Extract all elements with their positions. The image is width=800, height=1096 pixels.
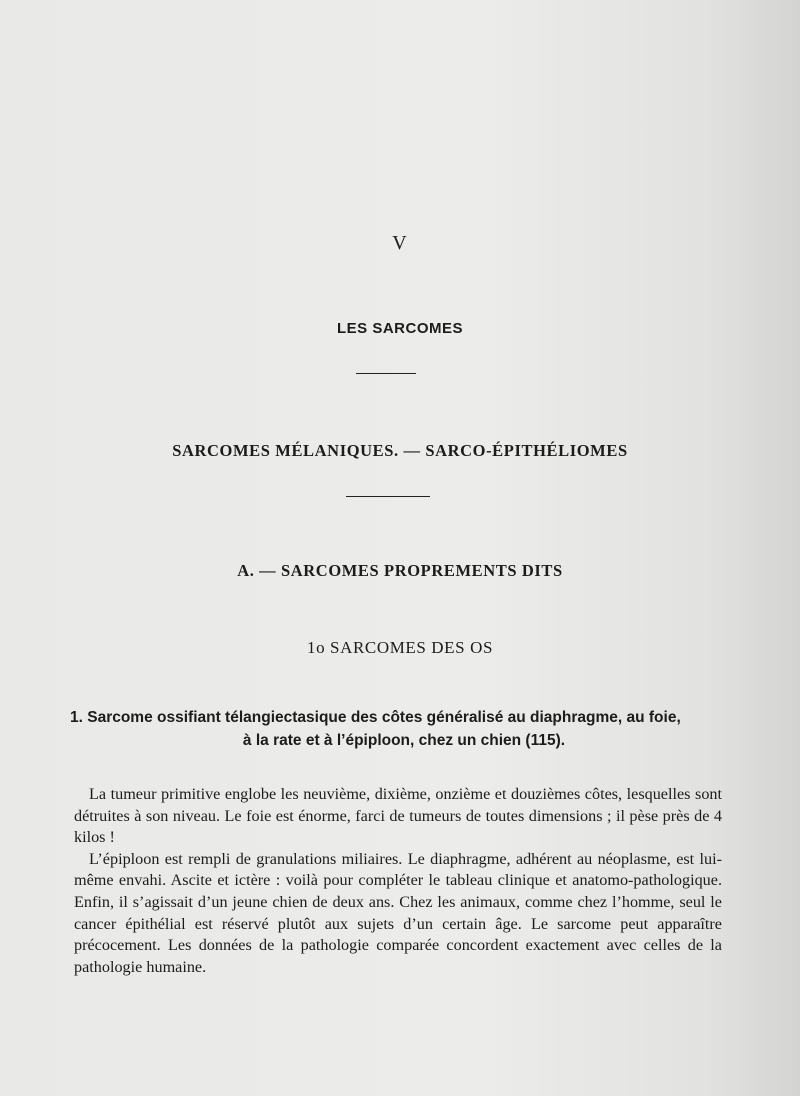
case-title-line-2: à la rate et à l’épiploon, chez un chien (115).	[242, 732, 566, 749]
subsection-title: A. — SARCOMES PROPREMENTS DITS	[237, 561, 563, 580]
divider-rule	[356, 373, 416, 374]
divider-rule	[346, 496, 430, 497]
chapter-number: V	[392, 232, 408, 254]
body-text	[74, 784, 722, 978]
case-title-line-1: 1. Sarcome ossifiant télangiectasique des côtes généralisé au diaphragme, au foie,	[70, 709, 681, 726]
chapter-title: LES SARCOMES	[336, 320, 463, 337]
paragraph: L’épiploon est rempli de granulations miliaires. Le diaphragme, adhérent au néoplasme, est lui-même envahi. Ascite et ictère : voilà pour compléter le tableau clinique et anatomo-pathologique. Enfin, il s’agissait d’un jeune chien de deux ans. Chez les animaux, comme chez l’homme, seul le cancer épithélial est réservé plutôt aux sujets d’un certain âge. Le sarcome peut apparaître précocement. Les données de la pathologie comparée concordent exactement avec celles de la pathologie humaine.	[74, 849, 722, 976]
paragraph: La tumeur primitive englobe les neuvième, dixième, onzième et douzièmes côtes, lesquelles sont détruites à son niveau. Le foie est énorme, farci de tumeurs de toutes dimensions ; il pèse près de 4 kilos !	[74, 785, 722, 847]
case-title	[70, 706, 738, 752]
subsection-heading: 1o SARCOMES DES OS	[306, 638, 494, 657]
section-title: SARCOMES MÉLANIQUES. — SARCO-ÉPITHÉLIOMES	[172, 441, 628, 460]
